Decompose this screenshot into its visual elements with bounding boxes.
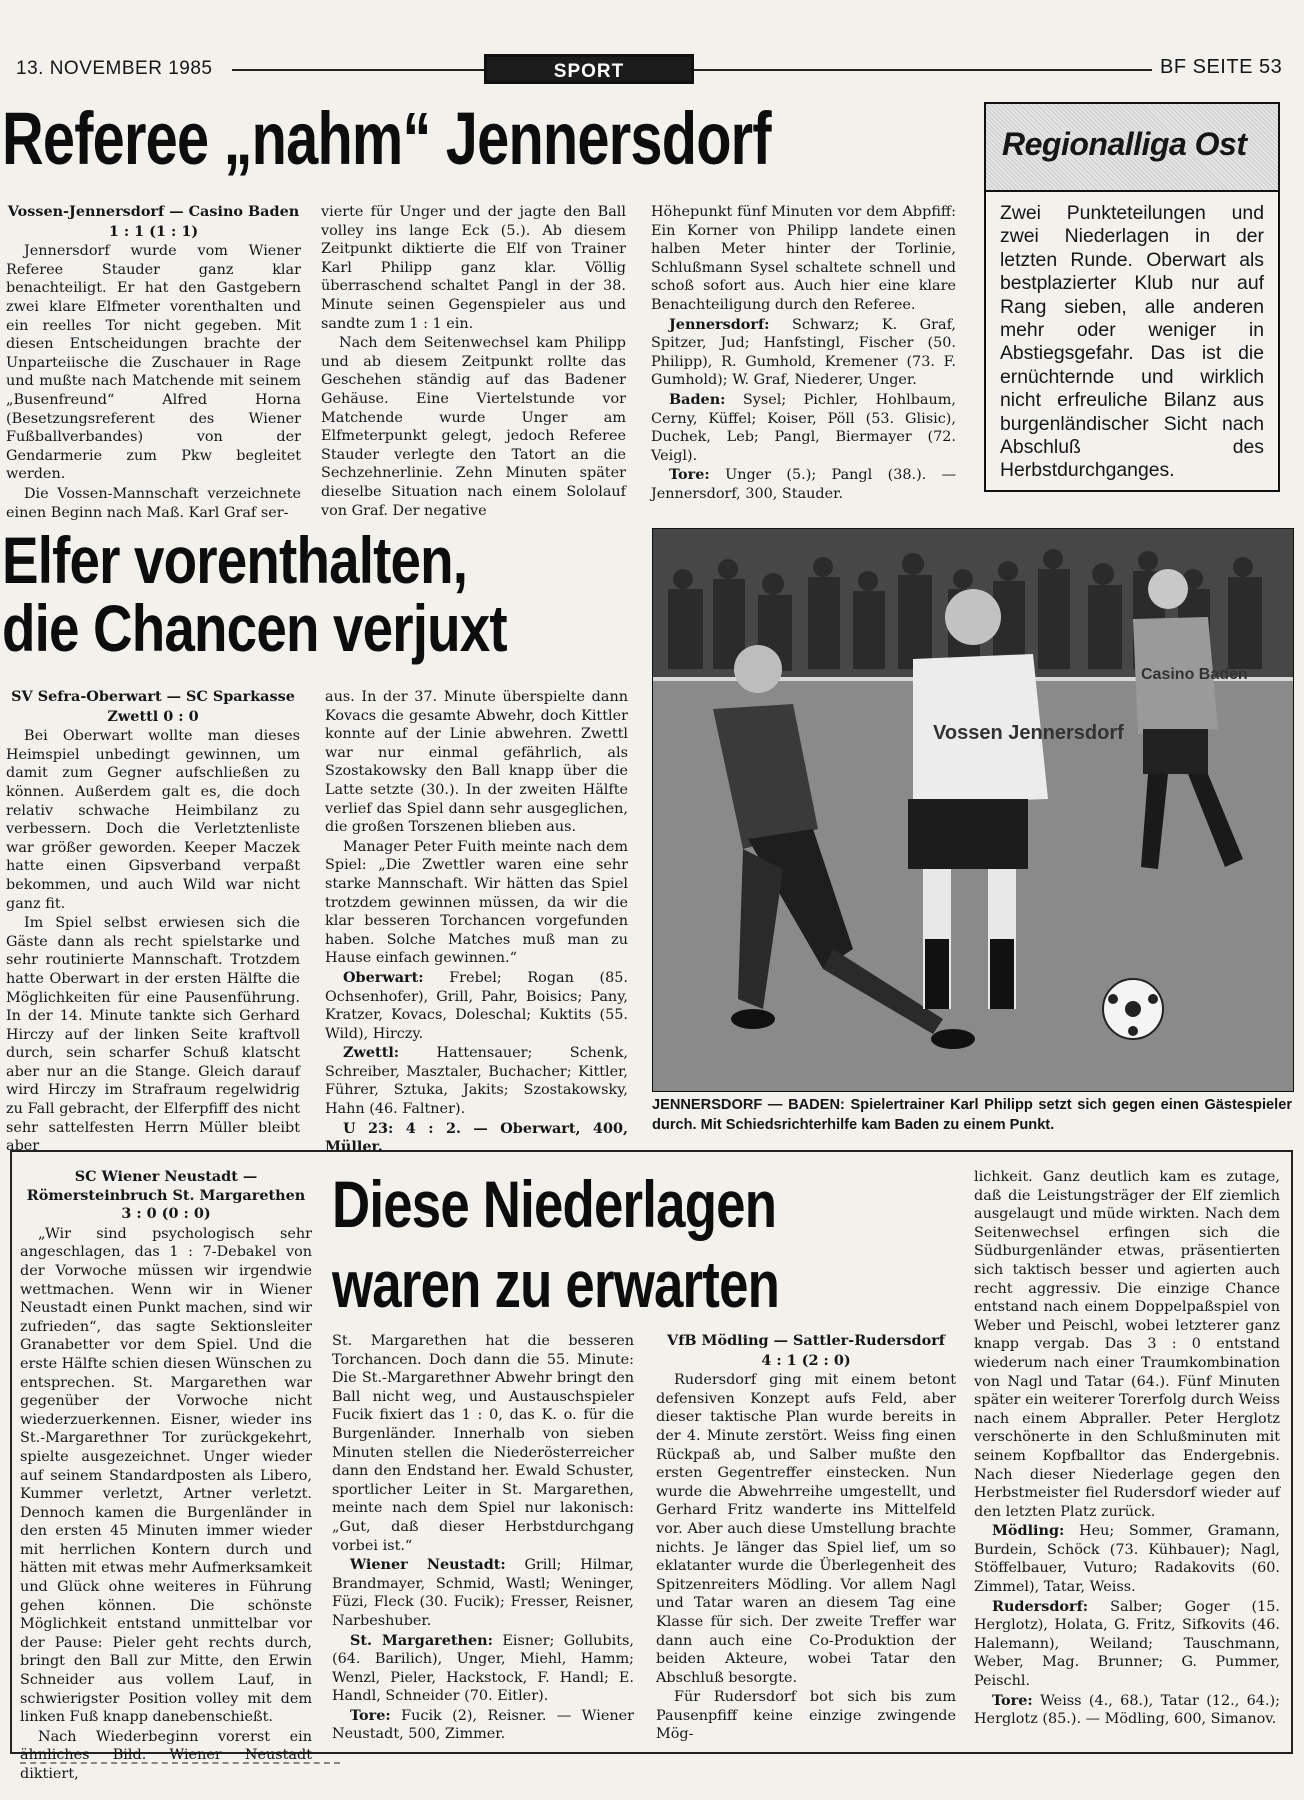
box-title: Regionalliga Ost [1002,126,1247,162]
lineup: Zwettl: Hattensauer; Schenk, Schreiber, Masztaler, Buchacher; Kittler, Führer, Sztuka, Jakits; Szostakowsky, Hahn (46. Faltner). [325,1044,628,1118]
match-title: VfB Mödling — Sattler-Rudersdorf [667,1332,945,1349]
match-score: Zwettl 0 : 0 [107,707,199,725]
article3-col1 [20,1168,313,1782]
match-score: 1 : 1 (1 : 1) [108,222,199,240]
article3-col2 [332,1332,634,1746]
article-paragraph: Nach dem Seitenwechsel kam Philipp und ab diesem Zeitpunkt rollte das Geschehen ständig auf das Badener Gehäuse. Eine Viertelstunde vor Matchende wurde Unger am Elfmeterpunkt gelegt, jedoch Referee Stauder verlegte den Tatort an die Sechzehnerlinie. Zehn Minuten später dieselbe Situation nach einem Sololauf von Graf. Der negative [321,335,626,519]
score-u23: U 23: 4 : 2. — Oberwart, 400, Müller. [325,1119,628,1156]
article-paragraph: Jennersdorf wurde vom Wiener Referee Stauder ganz klar benachteiligt. Er hat den Gastgebern zwei klare Elfmeter vorenthalten und ein reelles Tor nicht gegeben. Mit diesen Entscheidungen brachte der Unparteiische die Zuschauer in Rage und mußte nach Matchende mit seinem „Busenfreund“ Alfred Horna (Besetzungsreferent des Wiener Fußballverbandes) von der Gendarmerie zum Pkw begleitet werden. [6,243,301,483]
issue-date: 13. NOVEMBER 1985 [16,58,213,79]
section-label: SPORT [484,54,694,84]
match-score: 4 : 1 (2 : 0) [761,1351,851,1369]
article-paragraph: St. Margarethen hat die besseren Torchancen. Doch dann die 55. Minute: Die St.-Margarethner Abwehr bringt den Ball nicht weg, und Austauschspieler Fucik fixiert das 1 : 0, das K. o. für die Burgenländer. Innerhalb von sieben Minuten stellen die Niederösterreicher dann den Endstand her. Ewald Schuster, sportlicher Leiter in St. Margarethen, meinte nach dem Spiel nur lakonisch: „Gut, daß dieser Herbstdurchgang vorbei ist.“ [332,1333,634,1554]
lineup: Oberwart: Frebel; Rogan (85. Ochsenhofer), Grill, Pahr, Boisics; Pany, Kratzer, Kovacs, Doleschal; Kuktits (55. Wild), Hirczy. [325,968,628,1042]
lineup: Rudersdorf: Salber; Goger (15. Herglotz), Holata, G. Fritz, Sifkovits (46. Halemann), Weiland; Tauschmann, Weber, Mag. Brunner; G. Pummer, Peischl. [974,1597,1281,1690]
article-paragraph: Die Vossen-Mannschaft verzeichnete einen Beginn nach Maß. Karl Graf ser- [6,485,301,521]
article2-col1 [6,688,300,1155]
bottom-divider [20,1762,340,1764]
article1-col3 [651,203,956,502]
article4-col1 [656,1332,956,1746]
regionalliga-box [984,102,1280,492]
headline-referee: Referee „nahm“ Jennersdorf [2,97,771,180]
article2-col2 [325,688,628,1156]
match-photo [652,528,1294,1092]
article-paragraph: aus. In der 37. Minute überspielte dann Kovacs die gesamte Abwehr, doch Kittler konnte auf der Linie abwehren. Zwettl war nur einmal gefährlich, als Szostakowsky den Ball knapp über die Latte setzte (30.). In der zweiten Hälfte verlief das Spiel dann sehr ausgeglichen, die großen Torszenen blieben aus. [325,689,628,836]
page-number: BF SEITE 53 [1160,56,1283,78]
article-paragraph: vierte für Unger und der jagte den Ball volley ins lange Eck (5.). Ab diesem Zeitpunkt diktierte die Elf von Trainer Karl Philipp ganz klar. Völlig überraschend schaltet Pangl in der 38. Minute seinen Gegenspieler aus und sandte zum 1 : 1 ein. [321,204,626,332]
article1-col2 [321,203,626,519]
lineup: St. Margarethen: Eisner; Gollubits, (64. Barilich), Unger, Miehl, Hamm; Wenzl, Pieler, Hackstock, F. Handl; E. Handl, Schneider (70. Eitler). [332,1631,634,1705]
box-text: Zwei Punkteteilungen und zwei Niederlagen in der letzten Runde. Oberwart als bestplazierter Klub nur auf Rang sieben, alle anderen mehr oder weniger in Abstiegsgefahr. Das ist die ernüchternde und wirklich nicht erfreuliche Bilanz aus burgenländischer Sicht nach Abschluß des Herbstdurchganges. [1000,202,1264,482]
goals: Tore: Weiss (4., 68.), Tatar (12., 64.); Herglotz (85.). — Mödling, 600, Simanov. [974,1691,1280,1728]
lineup: Mödling: Heu; Sommer, Gramann, Burdein, Schöck (73. Kühbauer); Nagl, Stöffelbauer, Vuturo; Radakovits (60. Zimmel), Tatar, Weiss. [974,1522,1281,1596]
article-paragraph: „Wir sind psychologisch sehr angeschlagen, das 1 : 7-Debakel von der Vorwoche müssen wir irgendwie wettmachen. Wenn wir in Wiener Neustadt einen Punkt machen, sind wir zufrieden“, das sagte Sektionsleiter Granabetter vor dem Spiel. Und die erste Hälfte schien diesen Wünschen zu entsprechen. St. Margarethen war gegenüber der Vorwoche nicht wiederzuerkennen. Eisner, wieder ins St.-Margarethner Tor zurückgekehrt, spielte ausgezeichnet. Unger wieder auf seinem Standardposten als Libero, Kummer verletzt, Artner verletzt. Dennoch kamen die Burgenländer in den ersten 45 Minuten immer wieder mit herrlichen Kontern durch und hätten mit etwas mehr Aufmerksamkeit und Glück ohne weiteres in Führung gehen können. Die schönste Möglichkeit entstand unmittelbar vor der Pause: Pieler geht rechts durch, bringt den Ball zur Mitte, den Erwin Schneider aus vollem Lauf, in schwierigster Position volley mit dem linken Fuß knapp danebenschießt. [20,1225,313,1726]
headline-niederlagen: Diese Niederlagen waren zu erwarten [332,1167,780,1321]
lineup: Baden: Sysel; Pichler, Hohlbaum, Cerny, Küffel; Koiser, Pöll (53. Glisic), Duchek, Leb; Pangl, Biermayer (72. Veigl). [651,390,956,464]
match-title: Vossen-Jennersdorf — Casino Baden [7,203,300,220]
article-paragraph: Höhepunkt fünf Minuten vor dem Abpfiff: Ein Korner von Philipp landete einen halben Meter hinter der Torlinie, Schlußmann Sysel schaltete schnell und schoß sofort aus. Auch hier eine klare Benachteiligung durch den Referee. [651,204,956,313]
article-paragraph: Im Spiel selbst erwiesen sich die Gäste dann als recht spielstarke und sehr routinierte Mannschaft. Trotzdem hatte Oberwart in der ersten Hälfte die Möglichkeiten für eine Pausenführung. In der 14. Minute tankte sich Gerhard Hirczy auf der linken Seite kraftvoll durch, sein scharfer Schuß klatscht aber nur an die Stange. Gleich darauf wird Hirczy im Strafraum regelwidrig zu Fall gebracht, der Elferpfiff des nicht sehr sattelfesten Herrn Müller bleibt aber [6,915,300,1155]
box-header [986,104,1278,192]
lineup: Wiener Neustadt: Grill; Hilmar, Brandmayer, Schmid, Wastl; Weninger, Füzi, Fleck (30. Fucik); Fresser, Reisner, Narbeshuber. [332,1556,635,1629]
article-paragraph: Bei Oberwart wollte man dieses Heimspiel unbedingt gewinnen, um damit zum Gegner aufschließen zu können. Außerdem galt es, die doch relativ schwache Heimbilanz zu verbessern. Doch die Verletztenliste war größer geworden. Keeper Maczek hatte einen Gipsverband verpaßt bekommen, und auch Wild war nicht ganz fit. [6,728,300,912]
goals: Tore: Unger (5.); Pangl (38.). — Jennersdorf, 300, Stauder. [651,466,956,502]
shirt-text-away: Casino Baden [1141,666,1248,683]
match-title: SV Sefra-Oberwart — SC Sparkasse [11,688,295,705]
article-paragraph: Nach Wiederbeginn vorerst ein ähnliches Bild. Wiener Neustadt diktiert, [20,1728,312,1782]
goals: Tore: Fucik (2), Reisner. — Wiener Neustadt, 500, Zimmer. [332,1706,634,1743]
shirt-text-home: Vossen Jennersdorf [933,722,1124,744]
article-paragraph: Rudersdorf ging mit einem betont defensiven Konzept aufs Feld, aber dieser taktische Plan wurde bereits in der 4. Minute zerstört. Weiss fing einen Rückpaß ab, und Salber mußte den ersten Gegentreffer einstecken. Nun wurde die Abwehrreihe umgestellt, und Gerhard Fritz wanderte ins Mittelfeld vor. Aber auch diese Umstellung brachte nichts. Je länger das Spiel lief, um so eklatanter wurde die Überlegenheit des Spitzenreiters Mödling. Vor allem Nagl und Tatar waren an diesem Tag eine Klasse für sich. Der zweite Treffer war dann auch eine Co-Produktion der beiden Akteure, wobei Tatar den Abschluß besorgte. [656,1372,956,1686]
article-paragraph: Manager Peter Fuith meinte nach dem Spiel: „Die Zwettler waren eine sehr starke Mannschaft. Wir hätten das Spiel trotzdem gewinnen müssen, da wir die klar besseren Torchancen vorgefunden haben. Solche Matches muß man zu Hause einfach gewinnen.“ [325,838,628,967]
photo-caption: JENNERSDORF — BADEN: Spielertrainer Karl Philipp setzt sich gegen einen Gästespieler durch. Mit Schiedsrichterhilfe kam Baden zu einem Punkt. [652,1097,1292,1133]
article1-col1 [6,203,301,521]
article-paragraph: Für Rudersdorf bot sich bis zum Pausenpfiff keine einzige zwingende Mög- [656,1689,956,1743]
match-title: SC Wiener Neustadt — Römersteinbruch St. Margarethen 3 : 0 (0 : 0) [26,1168,306,1223]
headline-elfer: Elfer vorenthalten, die Chancen verjuxt [2,523,507,665]
article-paragraph: lichkeit. Ganz deutlich kam es zutage, daß die Leistungsträger der Elf ziemlich ausgelaugt und müde wirkten. Nach dem Seitenwechsel erfingen sich die Südburgenländer etwas, präsentierten sich taktisch besser und agierten auch recht aggressiv. Die einzige Chance entstand nach einem Doppelpaßspiel von Weber und Peischl, wobei letzterer ganz knapp vergab. Das 3 : 0 entstand wiederum nach einer Traumkombination von Nagl und Tatar (64.). Fünf Minuten später ein weiterer Torerfolg durch Weiss nach einem Abpraller. Peter Herglotz verschönerte in den Schlußminuten mit seinem Kopfballtor das Endergebnis. Nach dieser Niederlage gegen den Herbstmeister fiel Rudersdorf wieder auf den letzten Platz zurück. [974,1169,1280,1520]
article4-col2 [974,1168,1280,1746]
photo-illustration [653,529,1293,1091]
lineup: Jennersdorf: Schwarz; K. Graf, Spitzer, Jud; Hanfstingl, Fischer (50. Philipp), R. Gumhold, Kremener (73. F. Gumhold); W. Graf, Niederer, Unger. [651,315,956,389]
